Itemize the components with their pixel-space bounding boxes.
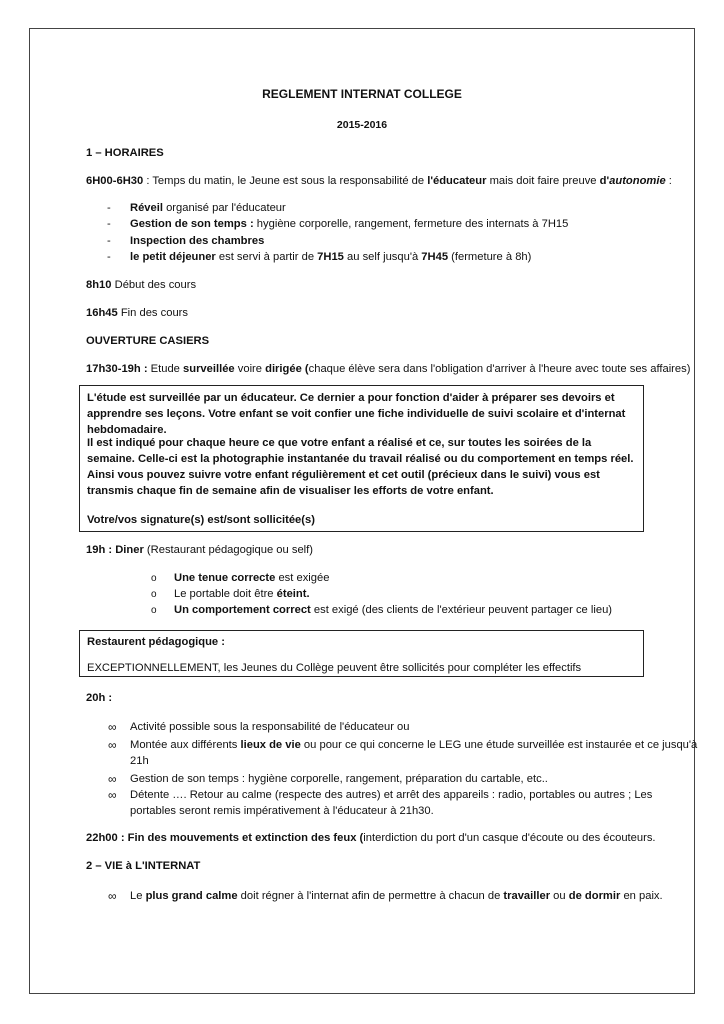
evening-item-montee-cont: 21h bbox=[130, 755, 149, 767]
etude-info-box bbox=[79, 385, 644, 532]
section-vie-heading: 2 – VIE à L'INTERNAT bbox=[86, 860, 201, 872]
infinity-bullet: ∞ bbox=[108, 720, 117, 734]
school-year: 2015-2016 bbox=[336, 119, 388, 131]
dash-bullet: - bbox=[107, 218, 111, 230]
morning-line: 6H00-6H30 : Temps du matin, le Jeune est sous la responsabilité de l'éducateur mais doit faire preuve d'autonomie : bbox=[86, 175, 672, 187]
etude-paragraph-1: L'étude est surveillée par un éducateur. Ce dernier a pour fonction d'aider à préparer ses devoirs et apprendre ses leçons. Votre enfant se voit confier une fiche individuelle de suivi scolaire et d'internat hebdomadaire. bbox=[87, 392, 626, 436]
infinity-bullet: ∞ bbox=[108, 772, 117, 786]
infinity-bullet: ∞ bbox=[108, 889, 117, 903]
diner-rule-portable: Le portable doit être éteint. bbox=[174, 588, 310, 600]
evening-item-montee: Montée aux différents lieux de vie ou pour ce qui concerne le LEG une étude surveillée est instaurée et ce jusqu'à bbox=[130, 739, 698, 751]
etude-paragraph-2: Il est indiqué pour chaque heure ce que votre enfant a réalisé et ce, sur toutes les soirées de la semaine. Celle-ci est la photographie instantanée du travail réalisé ou du comportement en temps réel. Ainsi vous pouvez suivre votre enfant régulièrement et cet outil (précieux dans le suivi) vous est transmis chaque fin de semaine afin de visualiser les efforts de votre enfant. bbox=[87, 437, 634, 497]
diner-rule-tenue: Une tenue correcte est exigée bbox=[174, 572, 330, 584]
line-22h: 22h00 : Fin des mouvements et extinction des feux (interdiction du port d'un casque d'écoute ou des écouteurs. bbox=[86, 832, 656, 844]
ouverture-casiers-heading: OUVERTURE CASIERS bbox=[86, 335, 210, 347]
diner-rule-comportement: Un comportement correct est exigé (des clients de l'extérieur peuvent partager ce lieu) bbox=[174, 604, 613, 616]
evening-item-detente: Détente …. Retour au calme (respecte des autres) et arrêt des appareils : radio, portables ou autres ; Les bbox=[130, 789, 653, 801]
line-20h: 20h : bbox=[86, 692, 113, 704]
morning-item-gestion: Gestion de son temps : hygiène corporelle, rangement, fermeture des internats à 7H15 bbox=[130, 218, 569, 230]
circle-bullet: o bbox=[151, 573, 157, 584]
evening-item-detente-cont: portables seront remis impérativement à l'éducateur à 21h30. bbox=[130, 805, 434, 817]
line-16h45: 16h45 Fin des cours bbox=[86, 307, 188, 319]
vie-item-calme: Le plus grand calme doit régner à l'internat afin de permettre à chacun de travailler ou de dormir en paix. bbox=[130, 890, 663, 902]
evening-item-gestion: Gestion de son temps : hygiène corporelle, rangement, préparation du cartable, etc.. bbox=[130, 773, 548, 785]
infinity-bullet: ∞ bbox=[108, 738, 117, 752]
line-19h: 19h : Diner (Restaurant pédagogique ou self) bbox=[86, 544, 313, 556]
restaurant-box-text: EXCEPTIONNELLEMENT, les Jeunes du Collège peuvent être sollicités pour compléter les effectifs bbox=[87, 662, 582, 674]
section-horaires-heading: 1 – HORAIRES bbox=[86, 147, 164, 159]
line-8h10: 8h10 Début des cours bbox=[86, 279, 197, 291]
dash-bullet: - bbox=[107, 235, 111, 247]
signature-request: Votre/vos signature(s) est/sont sollicitée(s) bbox=[87, 514, 315, 526]
restaurant-info-box bbox=[79, 630, 644, 677]
morning-item-dejeuner: le petit déjeuner est servi à partir de 7H15 au self jusqu'à 7H45 (fermeture à 8h) bbox=[130, 251, 532, 263]
morning-item-inspection: Inspection des chambres bbox=[130, 235, 265, 247]
infinity-bullet: ∞ bbox=[108, 788, 117, 802]
restaurant-box-title: Restaurent pédagogique : bbox=[87, 636, 225, 648]
circle-bullet: o bbox=[151, 605, 157, 616]
dash-bullet: - bbox=[107, 202, 111, 214]
line-17h30: 17h30-19h : Etude surveillée voire dirigée (chaque élève sera dans l'obligation d'arriver à l'heure avec toute ses affaires) bbox=[86, 363, 691, 375]
dash-bullet: - bbox=[107, 251, 111, 263]
evening-item-activite: Activité possible sous la responsabilité de l'éducateur ou bbox=[130, 721, 410, 733]
morning-item-reveil: Réveil organisé par l'éducateur bbox=[130, 202, 286, 214]
document-title: REGLEMENT INTERNAT COLLEGE bbox=[262, 87, 462, 101]
circle-bullet: o bbox=[151, 589, 157, 600]
